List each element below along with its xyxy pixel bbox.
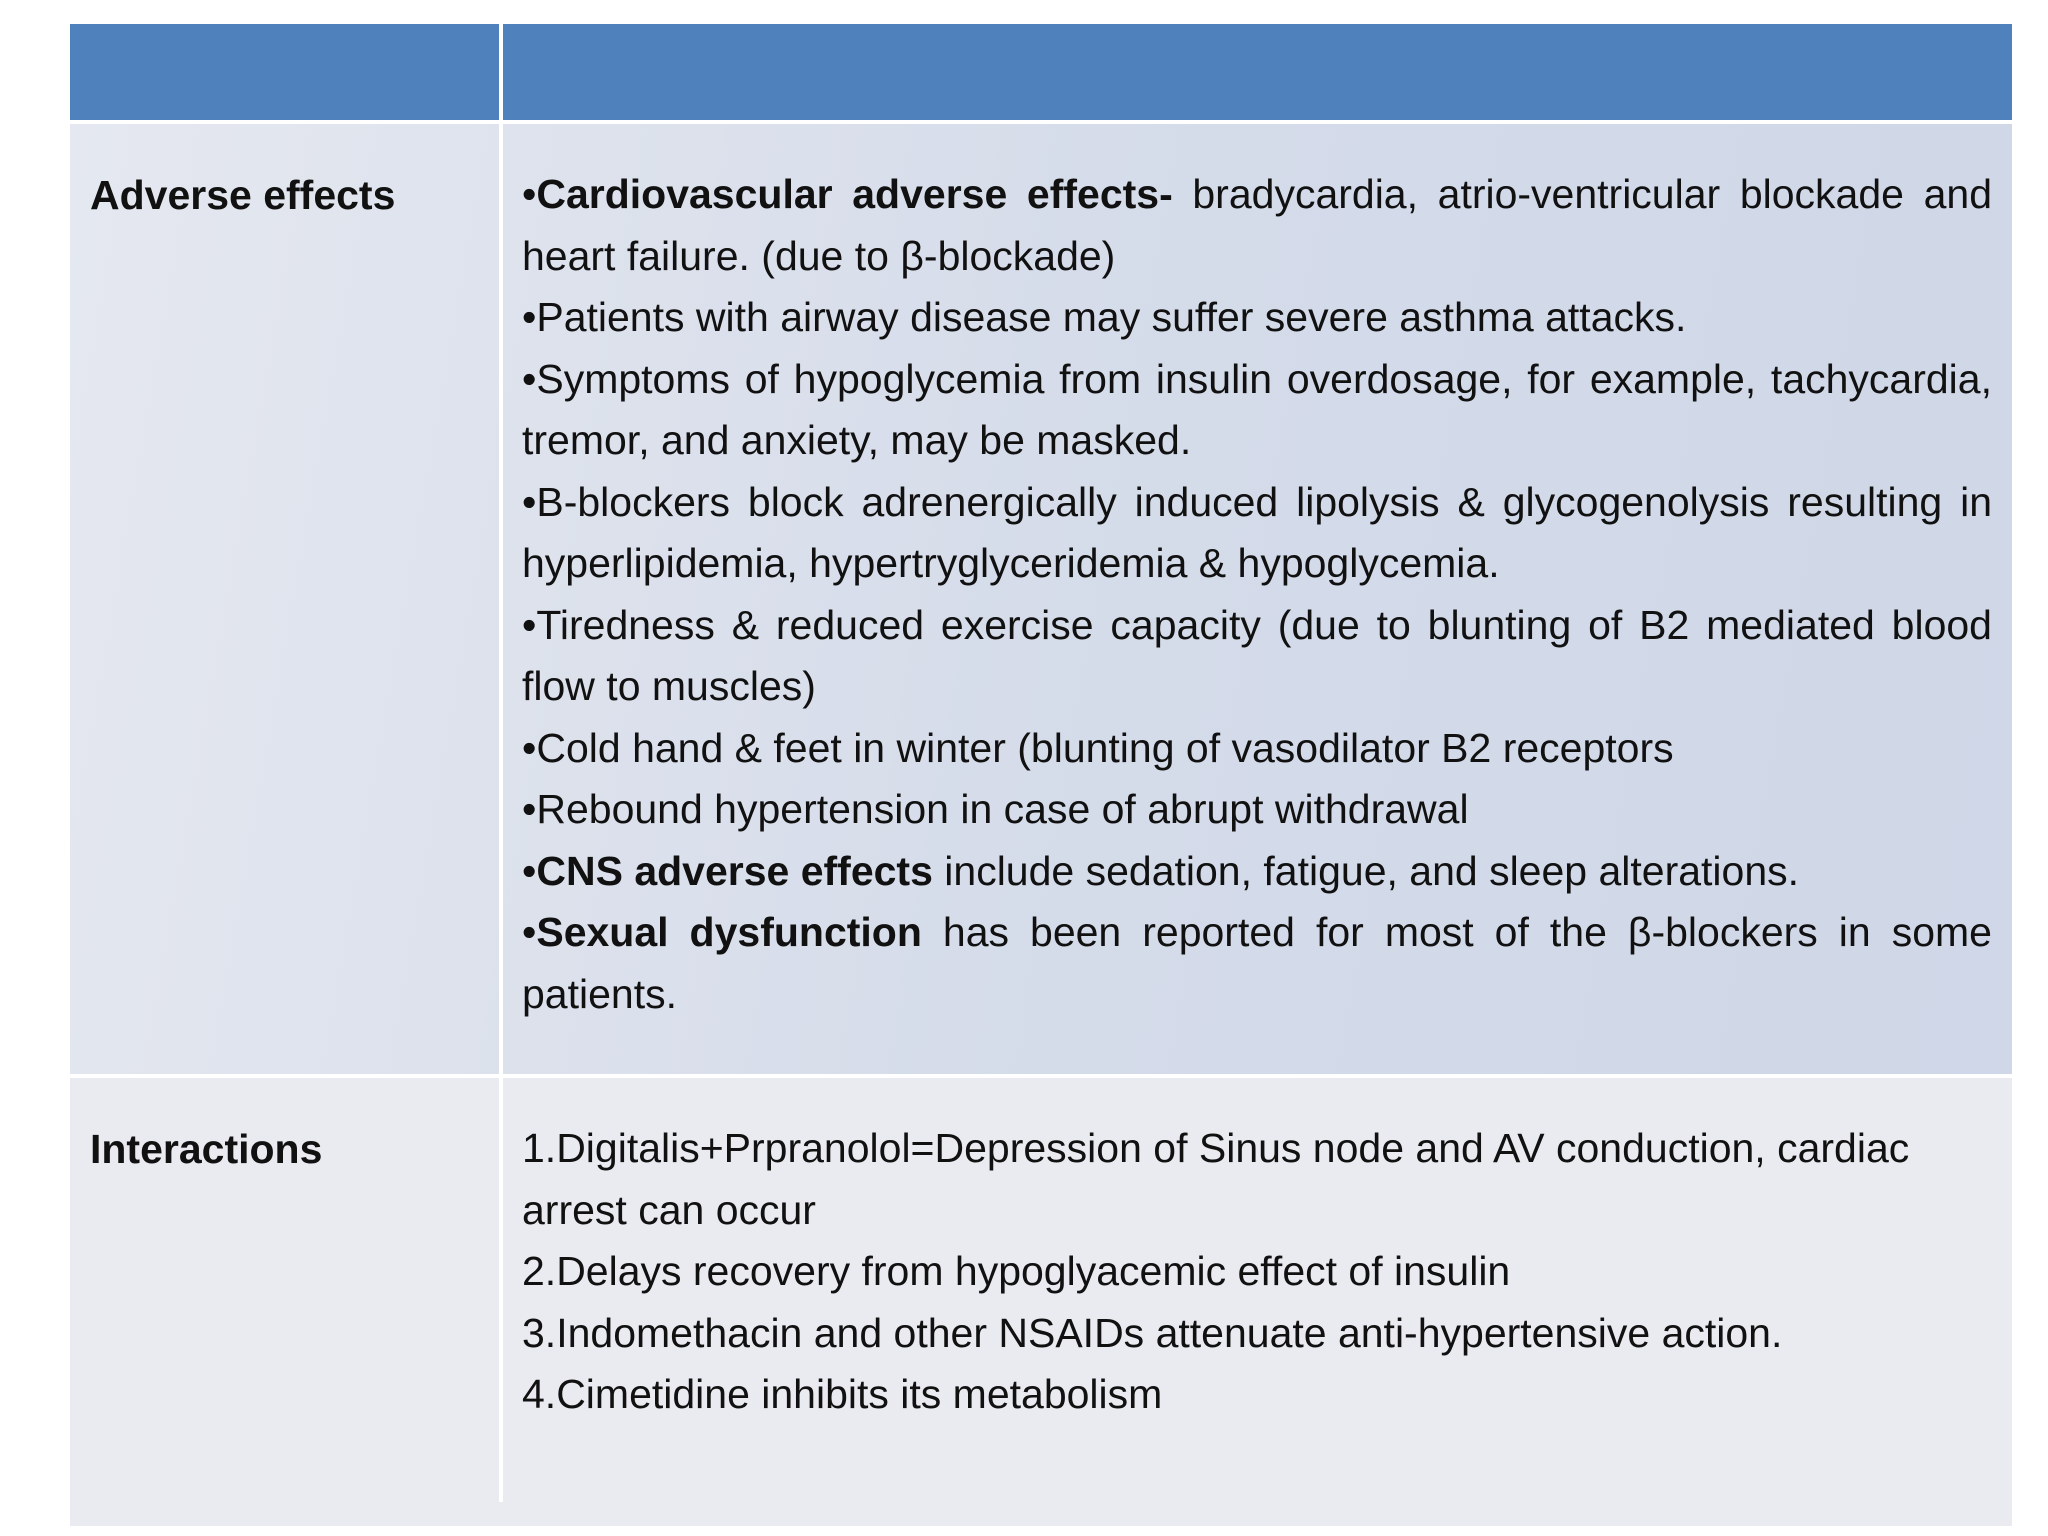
- bullet-text: Tiredness & reduced exercise capacity (due to blunting of B2 mediated blood flow to muscles): [522, 601, 1992, 709]
- bullet-text: include sedation, fatigue, and sleep alterations.: [932, 847, 1800, 894]
- list-item: 1.Digitalis+Prpranolol=Depression of Sinus node and AV conduction, cardiac arrest can occur: [522, 1125, 1910, 1233]
- bullet-text: Symptoms of hypoglycemia from insulin overdosage, for example, tachycardia, tremor, and anxiety, may be masked.: [522, 355, 1992, 463]
- table-row-interactions: [70, 1078, 2012, 1526]
- drug-table: [70, 24, 2012, 1502]
- bullet-bold-text: Cardiovascular adverse effects-: [536, 171, 1173, 217]
- table-header-row: [70, 24, 2012, 120]
- bullet-text: Patients with airway disease may suffer severe asthma attacks.: [536, 294, 1687, 340]
- list-item: [522, 902, 1992, 1025]
- bullet-text: Rebound hypertension in case of abrupt withdrawal: [536, 786, 1469, 832]
- bullet-marker: •: [522, 724, 537, 771]
- bullet-marker: •: [522, 601, 537, 648]
- header-cell-left: [70, 24, 499, 120]
- bullet-text: has been reported for most of the β-blockers in some patients.: [522, 909, 1992, 1017]
- list-item: 3.Indomethacin and other NSAIDs attenuate anti-hypertensive action.: [522, 1309, 1783, 1356]
- bullet-marker: •: [522, 909, 537, 955]
- bullet-marker: •: [522, 294, 537, 340]
- list-item: 2.Delays recovery from hypoglyacemic effect of insulin: [522, 1248, 1511, 1294]
- bullet-text: Cold hand & feet in winter (blunting of vasodilator B2 receptors: [536, 724, 1674, 771]
- list-item: [522, 349, 1992, 472]
- list-item: [522, 779, 1992, 841]
- list-item: [522, 841, 1992, 903]
- table-row-adverse-effects: [70, 124, 2012, 1074]
- list-item: [522, 718, 1992, 780]
- list-item: 4.Cimetidine inhibits its metabolism: [522, 1371, 1163, 1417]
- list-item: [522, 164, 1992, 287]
- list-item: [522, 595, 1992, 718]
- bullet-text: bradycardia, atrio-ventricular blockade and heart failure. (due to β-blockade): [522, 171, 1992, 279]
- bullet-bold-text: CNS adverse effects: [536, 847, 933, 894]
- interactions-list: [522, 1118, 1992, 1426]
- bullet-marker: •: [522, 355, 537, 402]
- adverse-effects-list: [522, 164, 1992, 1025]
- row-label-interactions: Interactions: [90, 1126, 323, 1172]
- header-cell-right: [503, 24, 2012, 120]
- bullet-marker: •: [522, 786, 537, 832]
- list-item: [522, 287, 1992, 349]
- column-divider: [499, 24, 503, 1502]
- bullet-marker: •: [522, 478, 537, 525]
- bullet-marker: •: [522, 847, 537, 894]
- bullet-marker: •: [522, 171, 537, 217]
- list-item: [522, 472, 1992, 595]
- bullet-bold-text: Sexual dysfunction: [536, 909, 922, 955]
- row-label-adverse-effects: Adverse effects: [90, 172, 396, 218]
- bullet-text: B-blockers block adrenergically induced lipolysis & glycogenolysis resulting in hyperlipidemia, hypertryglyceridemia & hypoglycemia.: [522, 478, 1992, 586]
